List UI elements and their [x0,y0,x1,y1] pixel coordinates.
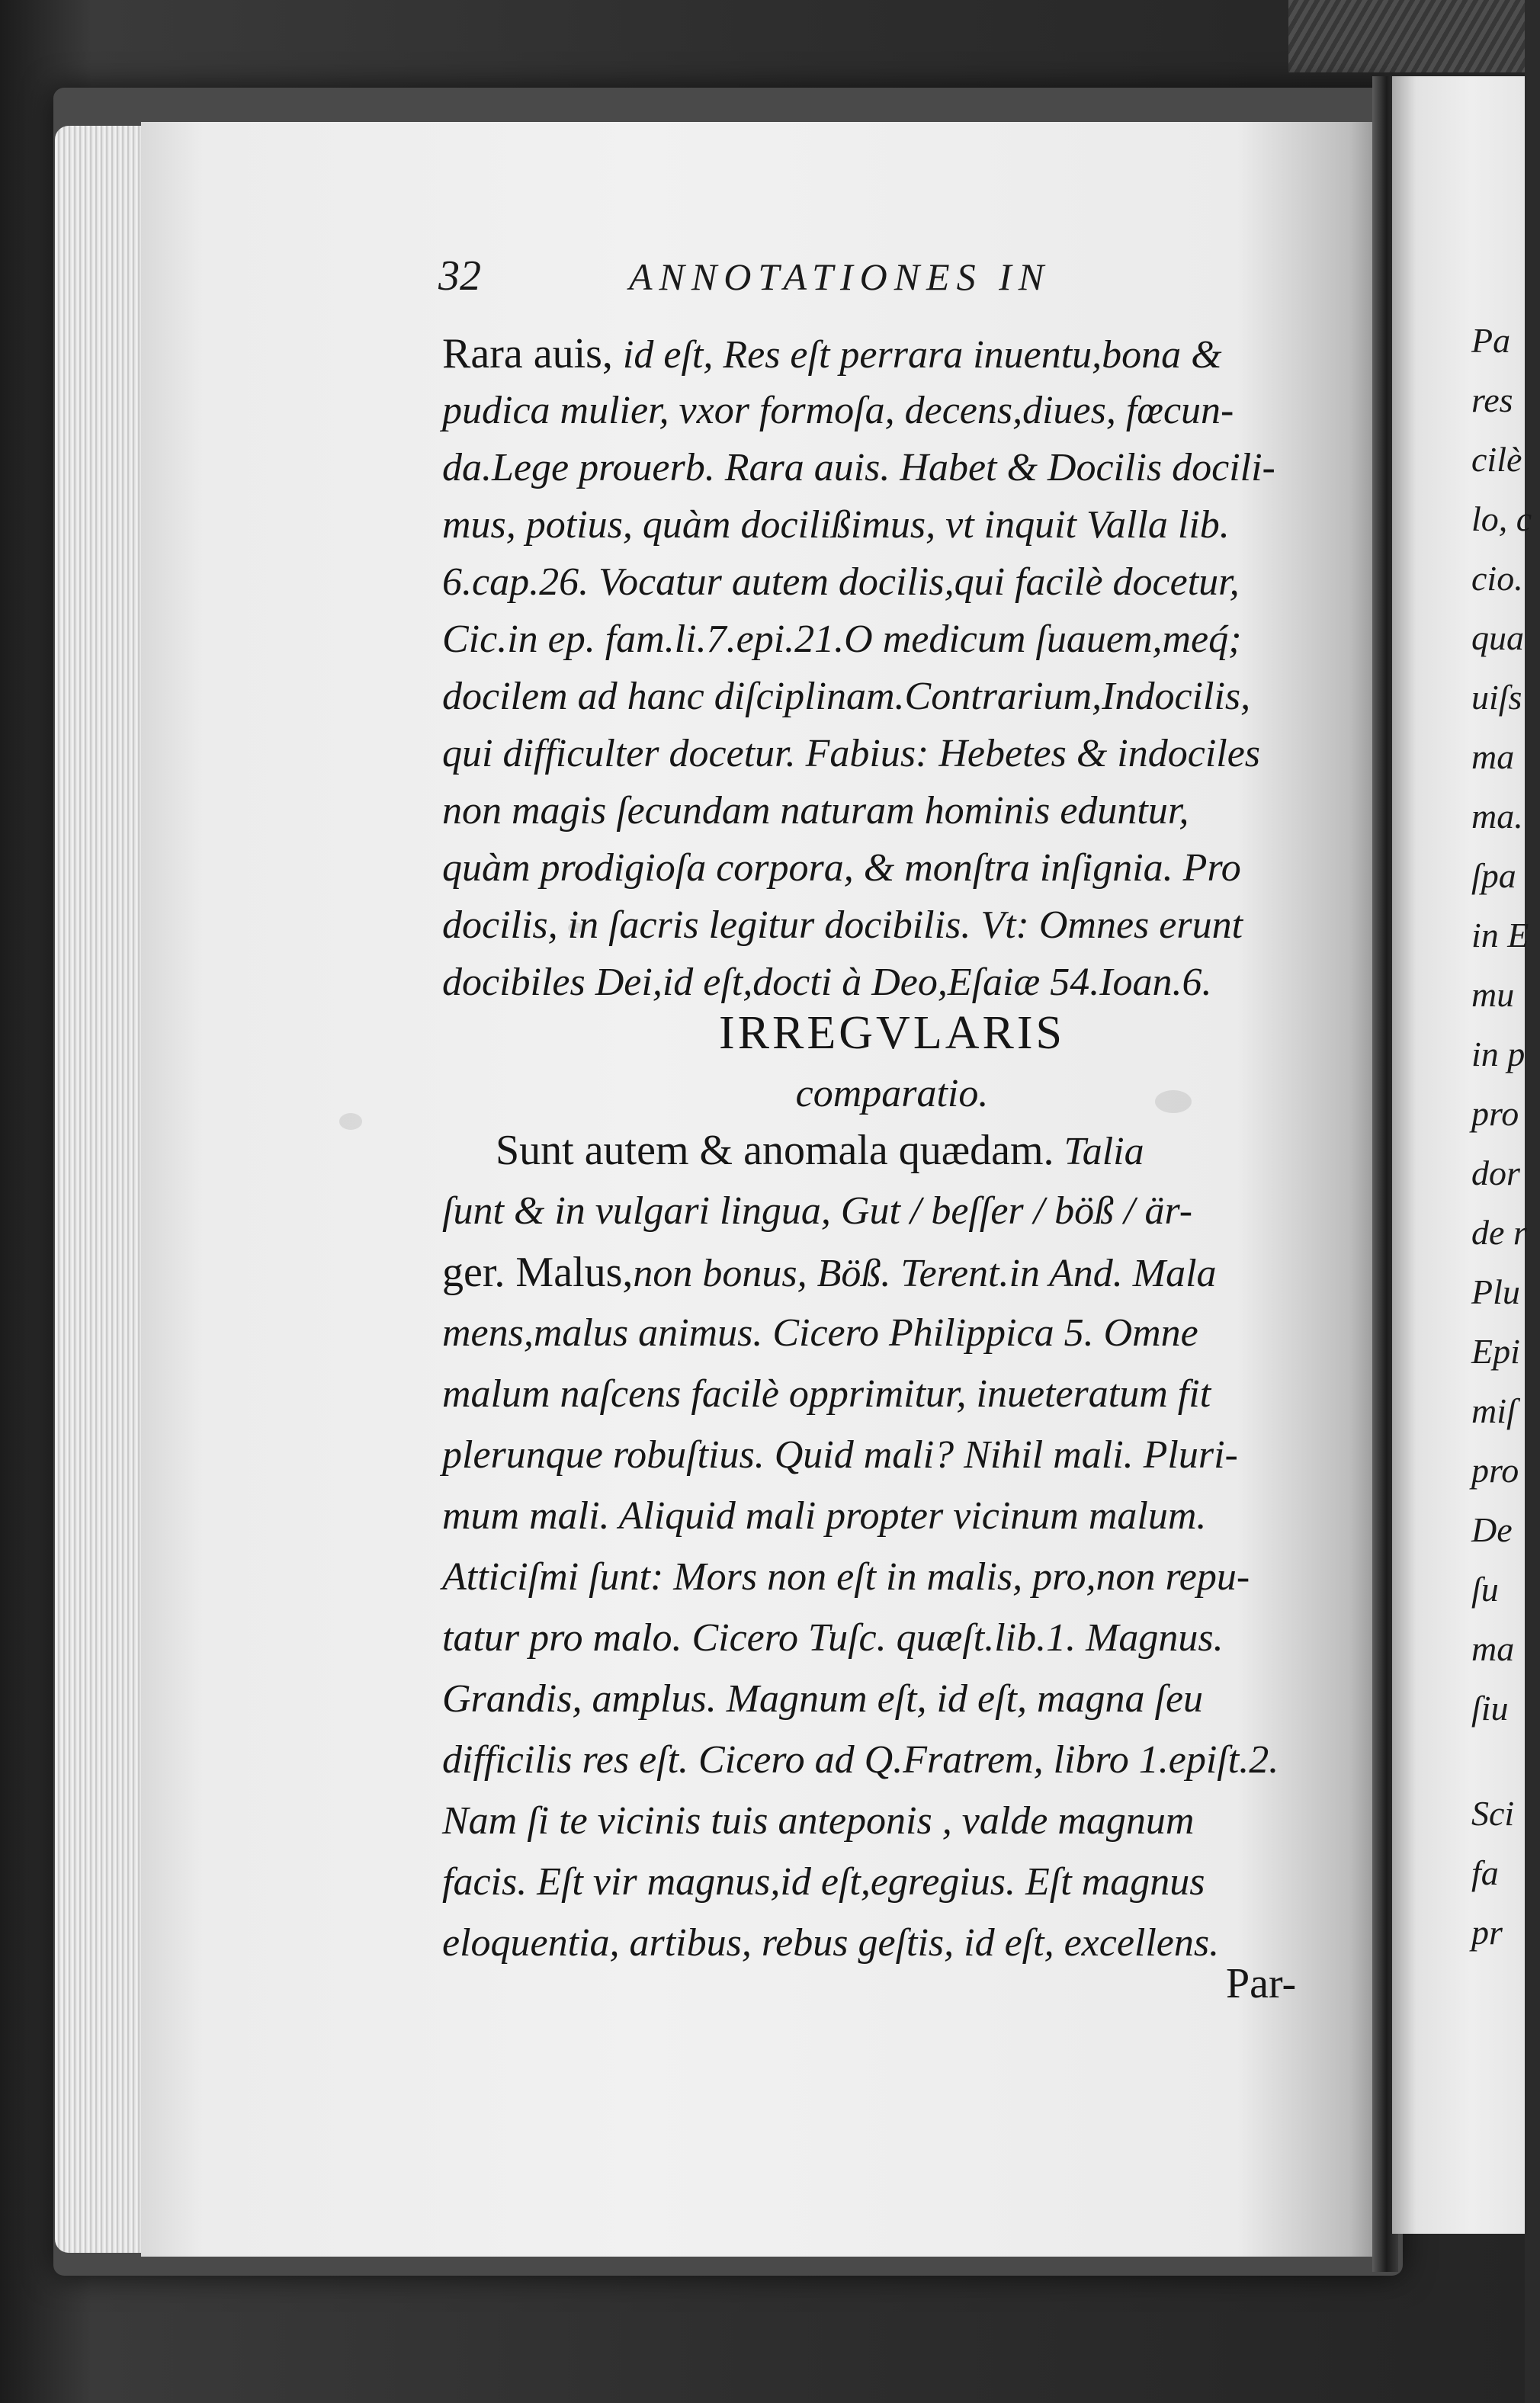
italic-text: Nam ſi te vicinis tuis anteponis , valde magnum [442,1799,1195,1843]
book-cover-edge [1288,0,1525,72]
facing-text-fragment: in p [1471,1035,1526,1073]
italic-text: da.Lege prouerb. Rara auis. Habet & Docilis docili- [442,446,1275,489]
page-number: 32 [438,252,481,300]
italic-text: mens,malus animus. Cicero Philippica 5. Omne [442,1311,1198,1355]
text-line [442,1300,1342,1367]
italic-text: facis. Eſt vir magnus,id eſt,egregius. Eſt magnus [442,1860,1205,1904]
page-header [438,252,1338,313]
facing-text-fragment: Pa [1471,321,1511,360]
facing-text-fragment: dor [1471,1153,1520,1192]
italic-text: id eſt, Res eſt perrara inuentu,bona & [612,333,1222,377]
facing-text-fragment: ſiu [1471,1689,1509,1728]
text-line [442,1910,1342,1977]
facing-text-fragment: pro [1471,1451,1519,1490]
facing-text-fragment: Plu [1471,1272,1520,1311]
italic-text: 6.cap.26. Vocatur autem docilis,qui facilè docetur, [442,560,1240,604]
facing-text-fragment: pro [1471,1094,1519,1133]
facing-text-fragment: cio. [1471,559,1523,598]
facing-text-fragment: ma. [1471,797,1523,836]
italic-text: Cic.in ep. fam.li.7.epi.21.O medicum ſuauem,meq́; [442,618,1242,661]
text-line [442,1666,1342,1733]
facing-text-fragment: lo, c [1471,499,1532,538]
italic-text: tatur pro malo. Cicero Tuſc. quæſt.lib.1. Magnus. [442,1616,1224,1660]
text-line [442,1361,1342,1428]
italic-text: mum mali. Aliquid mali propter vicinum malum. [442,1494,1207,1538]
facing-text-fragment: ſu [1471,1570,1499,1609]
roman-text: Rara auis, [442,330,613,377]
facing-text-fragment: miſ [1471,1391,1516,1430]
italic-text: difficilis res eſt. Cicero ad Q.Fratrem, libro 1.epiſt.2. [442,1738,1279,1782]
facing-text-fragment: fa [1471,1853,1499,1892]
facing-text-fragment: in E [1471,916,1529,954]
facing-text-fragment: ma [1471,737,1515,776]
text-line [442,1422,1342,1489]
facing-text-fragment: qua [1471,618,1524,657]
italic-text: mus, potius, quàm docilißimus, vt inquit Valla lib. [442,503,1230,547]
italic-text: ſunt & in vulgari lingua, Gut / beſſer / böß / är- [442,1189,1193,1233]
catchword: Par- [1226,1960,1297,2007]
roman-text: ger. Malus, [442,1249,634,1296]
facing-text-fragment: Epi [1471,1332,1520,1371]
text-line [442,1605,1342,1672]
text-line [442,1239,1342,1306]
facing-text-fragment: ma [1471,1629,1515,1668]
italic-text: docilem ad hanc diſciplinam.Contrarium,Indocilis, [442,675,1251,718]
roman-text: Sunt autem & anomala quædam. [496,1127,1054,1174]
facing-text-fragment: Sci [1471,1794,1515,1833]
italic-text: malum naſcens facilè opprimitur, inueteratum fit [442,1372,1211,1416]
facing-text-fragment: De [1471,1510,1513,1549]
facing-text-fragment: pr [1471,1913,1503,1952]
facing-text-fragment: ſpa [1471,856,1516,895]
italic-text: qui difficulter docetur. Fabius: Hebetes & indociles [442,732,1261,775]
italic-text: non magis ſecundam naturam hominis eduntur, [442,789,1189,833]
text-line [442,1727,1342,1794]
text-line [442,1544,1342,1611]
text-line [442,1788,1342,1855]
italic-text: plerunque robuſtius. Quid mali? Nihil mali. Pluri- [442,1433,1238,1477]
section-subheading: comparatio. [795,1072,989,1115]
text-line [442,1483,1342,1550]
text-line [442,1849,1342,1916]
facing-text-fragment: mu [1471,975,1515,1014]
text-line [442,1178,1342,1245]
italic-text: docilis, in ſacris legitur docibilis. Vt: Omnes erunt [442,903,1243,947]
paper-spot [339,1113,362,1130]
text-line [496,1117,1395,1184]
facing-text-fragment: res [1471,380,1513,419]
italic-text: pudica mulier, vxor formoſa, decens,diues, fœcun- [442,389,1234,432]
section-heading: IRREGVLARIS [719,1007,1065,1059]
italic-text: Grandis, amplus. Magnum eſt, id eſt, magna ſeu [442,1677,1204,1721]
italic-text: quàm prodigioſa corpora, & monſtra inſignia. Pro [442,846,1241,890]
facing-text-fragment: cilè [1471,440,1522,479]
italic-text: Talia [1054,1130,1144,1173]
page-edges [55,126,146,2253]
italic-text: docibiles Dei,id eſt,docti à Deo,Eſaiæ 54.Ioan.6. [442,961,1212,1004]
facing-text-fragment: uiſs [1471,678,1522,717]
italic-text: eloquentia, artibus, rebus geſtis, id eſt, excellens. [442,1921,1220,1965]
running-head: ANNOTATIONES IN [629,255,1051,298]
italic-text: non bonus, Böß. Terent.in And. Mala [633,1252,1217,1295]
facing-text-fragment: de r [1471,1213,1527,1252]
italic-text: Atticiſmi ſunt: Mors non eſt in malis, pro,non repu- [442,1555,1250,1599]
